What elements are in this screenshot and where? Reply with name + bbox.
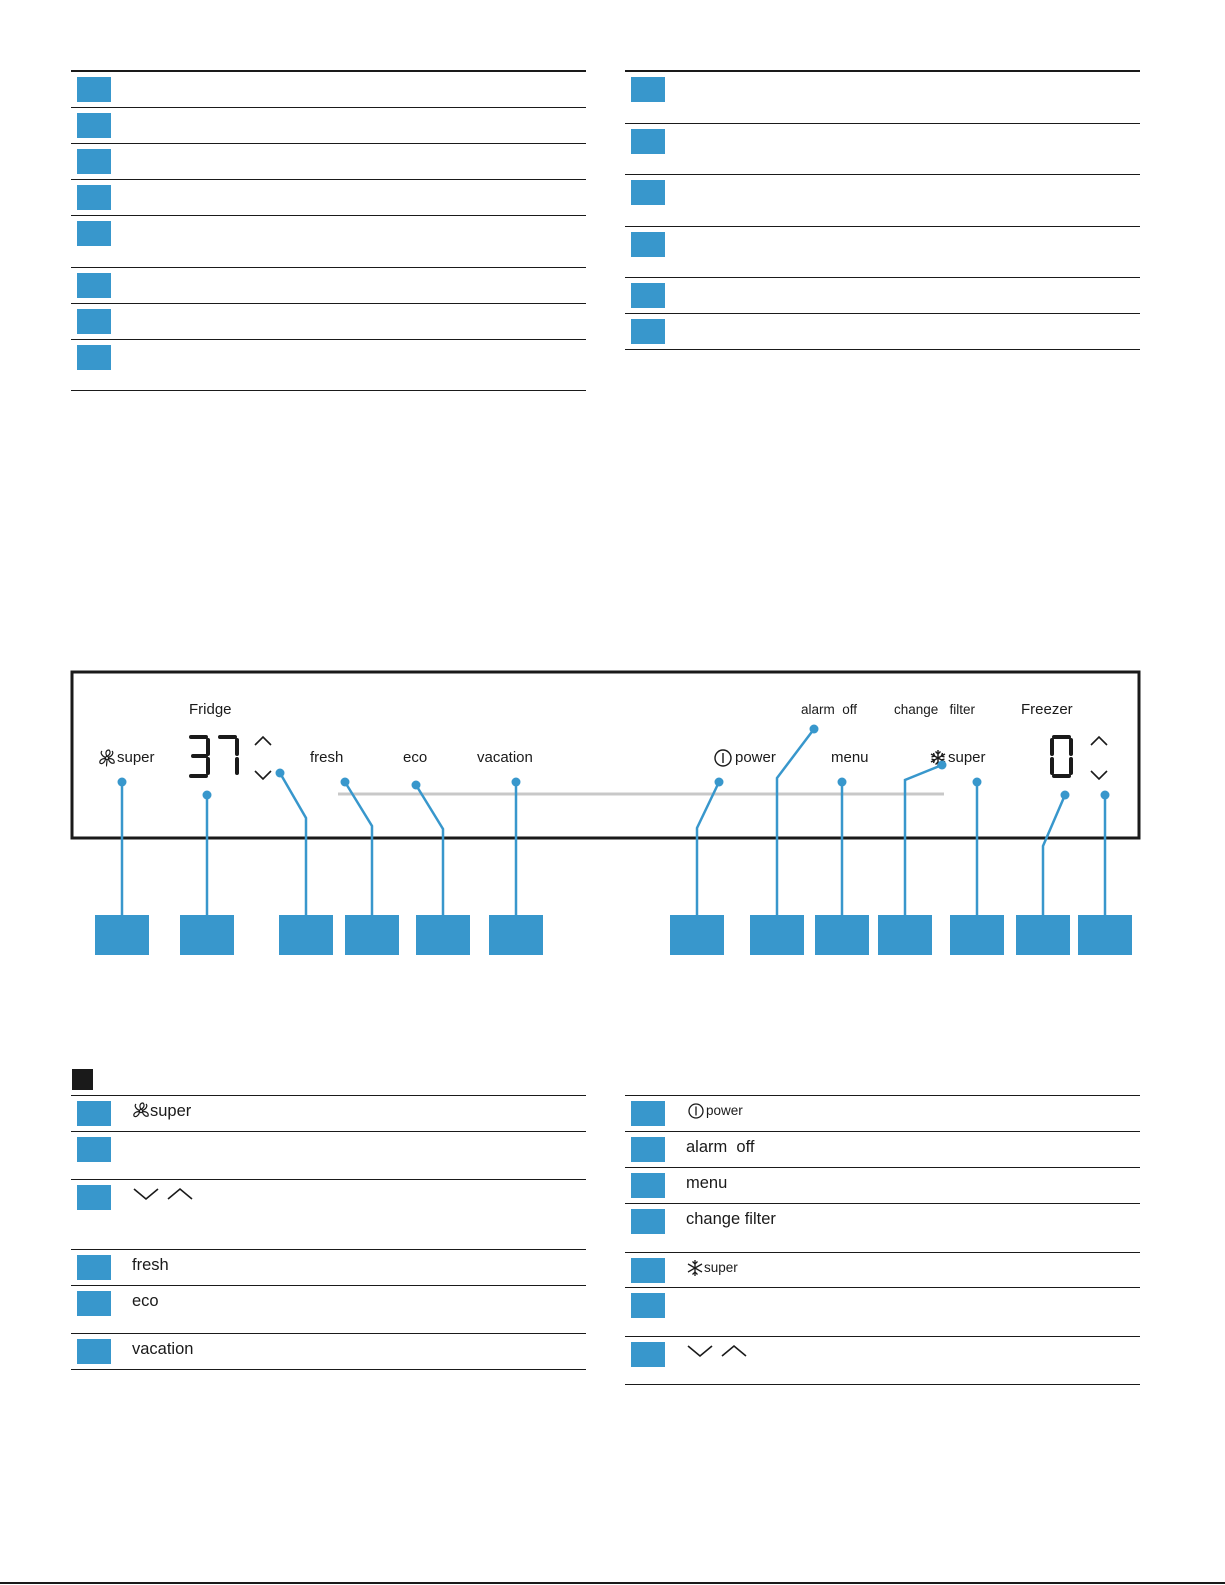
table-row <box>625 1337 1140 1385</box>
legend-cell <box>132 1100 191 1122</box>
legend-text: vacation <box>132 1340 194 1358</box>
callout-badge <box>631 1101 665 1126</box>
chevron-down-icon <box>1091 771 1107 779</box>
snowflake-icon <box>686 1259 704 1277</box>
section-marker <box>72 1069 93 1090</box>
power-icon <box>715 750 731 766</box>
legend-cell <box>686 1100 743 1122</box>
fridge-title: Fridge <box>189 701 232 718</box>
power-label: power <box>735 749 776 766</box>
power-icon <box>686 1101 706 1121</box>
legend-cell <box>686 1136 754 1158</box>
super-fridge-label: super <box>117 749 155 766</box>
callout-badge <box>631 1173 665 1198</box>
alarm-off-label: alarm off <box>801 702 858 717</box>
eco-label: eco <box>403 749 428 766</box>
freezer-temperature-display <box>1052 737 1071 776</box>
table-row <box>71 1096 586 1132</box>
legend-cell <box>132 1290 159 1312</box>
legend-text: change filter <box>686 1210 776 1228</box>
legend-text: eco <box>132 1292 159 1310</box>
table-row <box>71 1286 586 1334</box>
fridge-temperature-display <box>191 737 237 776</box>
legend-text: super <box>150 1102 192 1120</box>
table-row <box>625 1204 1140 1253</box>
freezer-title: Freezer <box>1021 701 1073 718</box>
legend-text: power <box>706 1103 743 1118</box>
table-row <box>71 1250 586 1286</box>
legend-cell <box>686 1208 776 1230</box>
fan-icon <box>132 1102 150 1120</box>
super-freezer-label: super <box>948 749 986 766</box>
table-row <box>625 1132 1140 1168</box>
chevron-down-icon <box>255 771 271 779</box>
table-row <box>71 1132 586 1180</box>
table-row <box>625 1168 1140 1204</box>
fresh-label: fresh <box>310 749 344 766</box>
callout-badge <box>631 1137 665 1162</box>
vacation-label: vacation <box>477 749 533 766</box>
callout-badge <box>631 1342 665 1367</box>
legend-text: menu <box>686 1174 728 1192</box>
chevron-up-icon <box>255 737 271 745</box>
page-bottom-rule <box>0 1582 1225 1584</box>
legend-cell <box>686 1257 738 1279</box>
callout-badge <box>631 1293 665 1318</box>
legend-left-table <box>71 1095 586 1370</box>
callout-boxes <box>95 915 1132 955</box>
fan-icon <box>100 750 114 766</box>
legend-cell <box>686 1172 727 1194</box>
legend-cell <box>132 1184 196 1204</box>
table-row <box>71 1334 586 1370</box>
table-row <box>71 1180 586 1250</box>
callout-badge <box>77 1339 111 1364</box>
legend-text: fresh <box>132 1256 169 1274</box>
menu-label: menu <box>831 749 869 766</box>
chevron-pair-icon <box>686 1341 750 1361</box>
callout-badge <box>77 1101 111 1126</box>
legend-right-table <box>625 1095 1140 1385</box>
callout-badge <box>77 1255 111 1280</box>
chevron-pair-icon <box>132 1184 196 1204</box>
table-row <box>625 1253 1140 1288</box>
callout-badge <box>77 1137 111 1162</box>
callout-badge <box>631 1209 665 1234</box>
legend-cell <box>686 1341 750 1361</box>
legend-cell <box>132 1338 193 1360</box>
callout-badge <box>631 1258 665 1283</box>
legend-text: super <box>704 1260 738 1275</box>
legend-text: alarm off <box>686 1138 755 1156</box>
table-row <box>625 1096 1140 1132</box>
chevron-up-icon <box>1091 737 1107 745</box>
callout-badge <box>77 1185 111 1210</box>
change-filter-label: change filter <box>894 702 976 717</box>
legend-cell <box>132 1254 169 1276</box>
table-row <box>625 1288 1140 1337</box>
callout-badge <box>77 1291 111 1316</box>
